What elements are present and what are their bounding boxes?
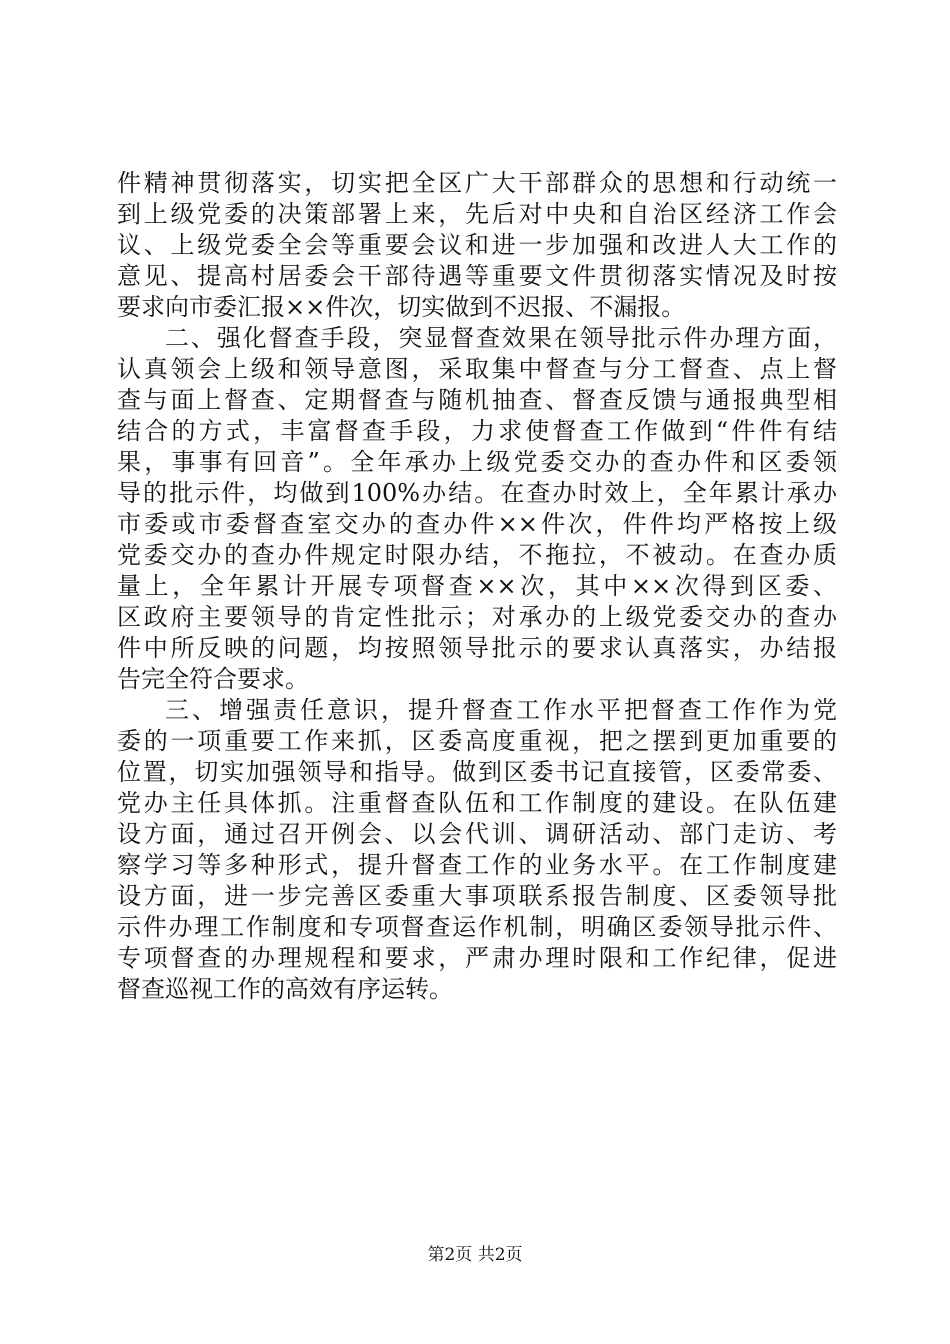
- paragraph-3-line-9: 专项督查的办理规程和要求，严肃办理时限和工作纪律，促进: [117, 944, 837, 972]
- paragraph-3-line-10: 督查巡视工作的高效有序运转。: [117, 975, 453, 1003]
- paragraph-3-line-2: 委的一项重要工作来抓，区委高度重视，把之摆到更加重要的: [117, 727, 837, 755]
- paragraph-2-line-6: 导的批示件，均做到100%办结。在查办时效上，全年累计承办: [117, 479, 837, 507]
- paragraph-3-line-8: 示件办理工作制度和专项督查运作机制，明确区委领导批示件、: [117, 913, 837, 941]
- paragraph-2-line-11: 件中所反映的问题，均按照领导批示的要求认真落实，办结报: [117, 634, 837, 662]
- paragraph-1-line-1: 件精神贯彻落实，切实把全区广大干部群众的思想和行动统一: [117, 169, 837, 197]
- paragraph-2-line-2: 认真领会上级和领导意图，采取集中督查与分工督查、点上督: [117, 355, 837, 383]
- paragraph-3-line-6: 察学习等多种形式，提升督查工作的业务水平。在工作制度建: [117, 851, 837, 879]
- page-number-footer: 第2页 共2页: [427, 1245, 523, 1265]
- paragraph-2-line-4: 结合的方式，丰富督查手段，力求使督查工作做到“件件有结: [117, 417, 837, 445]
- paragraph-1-line-3: 议、上级党委全会等重要会议和进一步加强和改进人大工作的: [117, 231, 837, 259]
- paragraph-1-line-4: 意见、提高村居委会干部待遇等重要文件贯彻落实情况及时按: [117, 262, 837, 290]
- paragraph-2-line-8: 党委交办的查办件规定时限办结，不拖拉，不被动。在查办质: [117, 541, 837, 569]
- paragraph-3-line-4: 党办主任具体抓。注重督查队伍和工作制度的建设。在队伍建: [117, 789, 837, 817]
- paragraph-2-line-1: 二、强化督查手段，突显督查效果在领导批示件办理方面，: [165, 324, 837, 352]
- paragraph-2-line-10: 区政府主要领导的肯定性批示；对承办的上级党委交办的查办: [117, 603, 837, 631]
- paragraph-2-line-12: 告完全符合要求。: [117, 665, 309, 693]
- paragraph-1-line-2: 到上级党委的决策部署上来，先后对中央和自治区经济工作会: [117, 200, 837, 228]
- paragraph-1-line-5: 要求向市委汇报××件次，切实做到不迟报、不漏报。: [117, 293, 686, 321]
- paragraph-2-line-9: 量上，全年累计开展专项督查××次，其中××次得到区委、: [117, 572, 837, 600]
- paragraph-3-line-1: 三、增强责任意识，提升督查工作水平把督查工作作为党: [165, 696, 837, 724]
- paragraph-2-line-7: 市委或市委督查室交办的查办件××件次，件件均严格按上级: [117, 510, 837, 538]
- paragraph-3-line-5: 设方面，通过召开例会、以会代训、调研活动、部门走访、考: [117, 820, 837, 848]
- paragraph-3-line-7: 设方面，进一步完善区委重大事项联系报告制度、区委领导批: [117, 882, 837, 910]
- document-body: [117, 168, 837, 1005]
- paragraph-2-line-3: 查与面上督查、定期督查与随机抽查、督查反馈与通报典型相: [117, 386, 837, 414]
- paragraph-3-line-3: 位置，切实加强领导和指导。做到区委书记直接管，区委常委、: [117, 758, 837, 786]
- paragraph-2-line-5: 果，事事有回音”。全年承办上级党委交办的查办件和区委领: [117, 448, 837, 476]
